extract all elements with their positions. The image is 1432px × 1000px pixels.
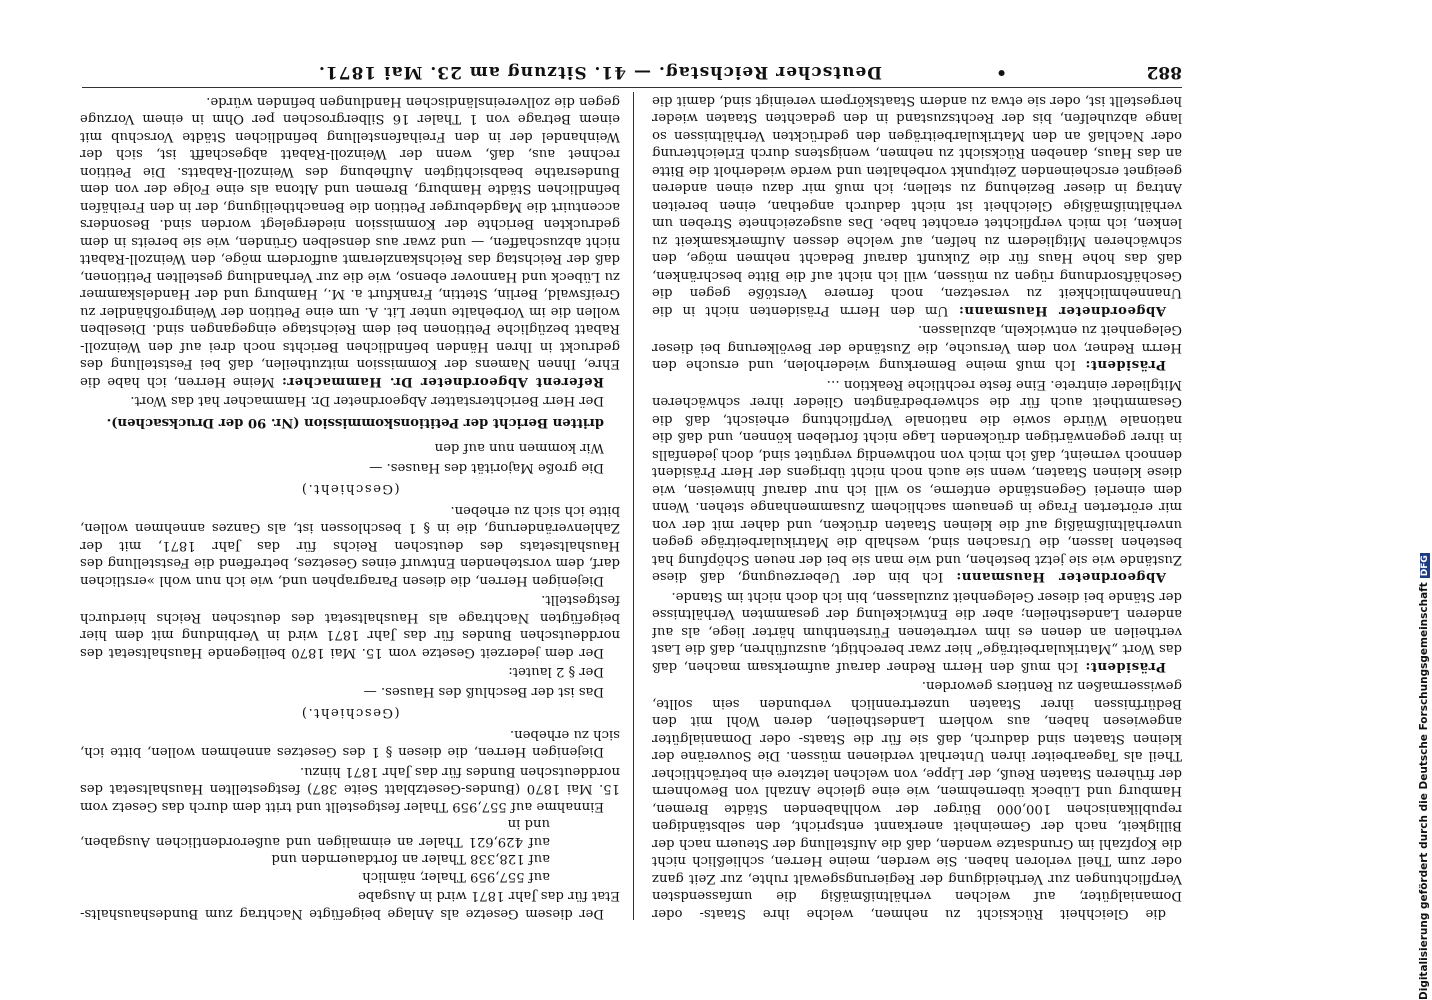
speaker-name: Präsident: — [1084, 357, 1166, 373]
speaker-name: Abgeordneter Hausmann: — [955, 569, 1166, 585]
paragraph-text: Ich muß den Herrn Redner darauf aufmerksam machen, daß das Wort „Matrikularbeiträge“ hier zwar berechtigt, auszuführen, daß die Last vertheilen an denen es ihm vertretenen Fürstenthum härter liege, als auf anderen Landestheilen; aber die Entwickelung der gesammten Verhältnisse der Stände bei dieser Gelegenheit zuzulassen, bin ich doch nicht im Stande. — [652, 589, 1182, 674]
paragraph-text: dritten Bericht der Petitionskommission (Nr. 90 der Drucksachen). — [106, 415, 604, 430]
paragraph-text: Der dem jederzeit Gesetze vom 15. Mai 1870 beiliegende Haushaltsetat des norddeutschen Bundes für das Jahr 1871 wird in Verbindung mit dem hier beigefügten Nachtrage als Haushaltsetat des deutschen Reichs hierdurch festgestellt. — [80, 592, 620, 660]
text-paragraph — [80, 459, 620, 477]
credit-text: Digitalisierung gefördert durch die Deutsche Forschungsgemeinschaft — [1418, 582, 1430, 1000]
text-paragraph — [80, 663, 620, 681]
paragraph-text: Der § 2 lautet: — [508, 664, 604, 680]
text-paragraph — [80, 502, 620, 590]
page-number: 882 — [1146, 62, 1182, 82]
paragraph-text: Das ist der Beschluß des Hauses. — — [363, 684, 604, 699]
paragraph-text: Ich bin der Ueberzeugung, daß diese Zustände wie sie jetzt bestehen, und wie man sie bei der neuen Schöpfung hat bestehen lassen, die Ursachen sind, weshalb die Matrikularbeiträge gegen unverhältnißmäßig auf die kleinen Staaten drücken, und daher mit der von mir erörterten Frage in genauem sachlichem Zusammenhange stehen. Wenn dem einerlei Gegenstände entferne, so will ich nur darauf hinweisen, wie diese kleinen Staaten, wenn sie auch noch nicht übrigens der Herr Präsident dennoch verneint, daß ich mich von nothwendig vergütet sind, doch jedenfalls in ihrer gegenwärtigen drückenden Lage nicht fortleben können, und daß die nationale Würde sowie die nationale Verpflichtung erheischt, daß die Gesammtheit auch für die schwerbedrängten Glieder ihrer schwächeren Mitglieder eintrete. Eine feste rechtliche Reaktion … — [652, 377, 1182, 585]
text-paragraph — [80, 392, 620, 410]
text-paragraph — [80, 763, 620, 816]
paragraph-text: Meine Herren, ich habe die Ehre, Ihnen Namens der Kommission mitzutheilen, daß bei Feststellung des gedruckt in Ihren Händen befindlichen Berichts noch drei auf den Weinzoll-Rabatt bezügliche Petitionen bei dem Reichstage eingegangen sind. Dieselben wollen die im Vorbehalte unter Lit. A. um eine Petition der Weingroßhändler zu Greifswald, Berlin, Stettin, Frankfurt a. M., Hamburg und der Handelskammer zu Lübeck und Hannover ebenso, wie die zur Verhandlung gestellten Petitionen, daß der Reichstag das Reichskanzleramt auffordern möge, den Weinzoll-Rabatt nicht abzuschaffen, — und zwar aus denselben Gründen, wie sie bereits in dem gedruckten Berichte der Kommission niedergelegt worden sind. Besonders accentuirt die Magdeburger Petition die Benachtheiligung, der in den Freihäfen befindlichen Städte Hamburg, Bremen und Altona als eine Folge der von dem Bundesrathe beabsichtigten Aufhebung des Weinzoll-Rabatts. Die Petition rechnet aus, daß, wenn der Weinzoll-Rabatt abgeschafft ist, sich der Weinhandel der in den Freihafenstellung befindlichen Städte Vorschub mit einem Betrage von 1 Thaler 16 Silbergroschen per Ohm in einem Vorzuge gegen die zollvereinsländischen Handlungen befinden würde. — [80, 94, 620, 389]
paragraph-text: Ich muß meine Bemerkung wiederholen, und ersuche den Herrn Redner, von dem Versuche, die Zustände der Bevölkerung bei dieser Gelegenheit zu entwickeln, abzulassen. — [652, 322, 1182, 373]
text-paragraph — [80, 591, 620, 661]
paragraph-text: Wir kommen nun auf den — [434, 440, 604, 456]
column-divider — [633, 92, 634, 920]
dfg-logo: DFG — [1420, 555, 1430, 577]
paragraph-text: (Geschieht.) — [300, 705, 400, 721]
amount-line — [80, 868, 550, 886]
page-header — [82, 54, 1182, 82]
paragraph-text: Der diesem Gesetze als Anlage beigefügte Nachtrag zum Bundeshaushalts-Etat für das Jahr 1871 wird in Ausgabe — [80, 888, 620, 921]
stage-direction — [80, 704, 620, 722]
stage-direction — [80, 480, 620, 498]
text-paragraph — [652, 588, 1182, 676]
text-paragraph — [80, 439, 620, 457]
speaker-name: Referent Abgeordneter Dr. Hammacher: — [281, 374, 604, 389]
paragraph-text: Um den Herrn Präsidenten nicht in die Unannehmlichkeit zu versetzen, noch fernere Verstöße gegen die Geschäftsordnung rügen zu müssen, will ich nicht auf die Bitte beschränken, daß das hohe Haus für die Zukunft darauf Bedacht nehmen möge, den schwächeren Mitgliedern zu helfen, auf welche dessen Aufmerksamkeit zu lenken, ich mich verpflichtet erachtet habe. Das ausgezeichnete Streben um verhältnißmäßige Gleichheit ist nicht dadurch angethan, einen bereiten Antrag in dieser Beziehung zu stellen; ich muß mir dazu einen anderen geeignet erscheinenden Zeitpunkt vorbehalten und werde wiederholt die Bitte an das Haus, daneben Rücksicht zu nehmen, wenigstens durch Erleichterung oder Nachlaß an den Matrikularbeiträgen den gedrückten Verhältnissen so lange abzuhelfen, bis der Rechtszustand in den gedachten Staaten wieder hergestellt ist, oder sie etwa zu andern Staatskörpern vereinigt sind, damit die — [652, 93, 1182, 318]
text-paragraph — [652, 321, 1182, 374]
text-paragraph — [80, 93, 620, 391]
section-heading — [80, 414, 620, 432]
paragraph-text: Diejenigen Herren, die diesen Paragraphen und, wie ich nun wohl »erstlichen darf, dem vorstehenden Entwurf eines Gesetzes, betreffend die Feststellung des Haushaltsetats des deutschen Reichs für das Jahr 1871, mit der Zahlenveränderung, die in § 1 beschlossen ist, als Ganzes annehmen wollen, bitte ich sich zu erheben. — [80, 503, 620, 588]
paragraph-text: Der Herr Berichterstatter Abgeordneter Dr. Hammacher hat das Wort. — [130, 393, 604, 409]
paragraph-text: (Geschieht.) — [300, 481, 400, 497]
paragraph-text: Einnahme auf 557,959 Thaler festgestellt und tritt dem durch das Gesetz vom 15. Mai 1870 (Bundes-Gesetzblatt Seite 387) festgestellten Haushaltsetat des norddeutschen Bundes für das Jahr 1871 hinzu. — [80, 764, 620, 814]
header-rule — [82, 87, 1182, 88]
text-paragraph — [80, 683, 620, 701]
header-dot: • — [996, 62, 1007, 82]
paragraph-text: die Gleichheit Rücksicht zu nehmen, welche ihre Staats- oder Domanialgüter, auf welchen verhältnißmäßig die umfassendsten Verpflichtungen zur Vertheidigung der Regierungsgewalt ruhte, zur Zeit ganz oder zum Theil verloren haben. Sie werden, meine Herren, schließlich nicht die Kopfzahl im Grundsatze wenden, daß die Aufstellung der Steuern nach der Billigkeit, nach der Gemeinheit anerkannt entspricht, den selbständigen republikanischen 100,000 Bürger der wohlhabenden Städte Bremen, Hamburg und Lübeck übernehmen, wie eine gleiche Anzahl von Bewohnern der früheren Staaten Reuß, der Lippe, von welchen letztere ein beträchtlicher Theil als Tagearbeiter ihren Unterhalt verdienen müssen. Die Souveräne der kleinen Staaten sind dadurch, daß sie für die Staats- oder Domanialgüter angewiesen haben, aus wohlern Landestheilen, deren Wohl mit den Bedürfnissen ihrer Staaten unzertrennlich verbunden sein sollte, gewissermaßen zu Rentiers geworden. — [652, 678, 1182, 921]
right-text-column — [80, 92, 620, 922]
paragraph-text: auf 128,338 Thaler an fortdauernden und — [271, 851, 550, 867]
speaker-name: Abgeordneter Hausmann: — [958, 303, 1166, 318]
running-title: Deutscher Reichstag. — 41. Sitzung am 23. Mai 1871. — [317, 62, 882, 82]
paragraph-text: Die große Majorität des Hauses. — — [369, 460, 604, 475]
paragraph-text: auf 557,959 Thaler, nämlich — [362, 869, 550, 884]
amount-line — [80, 815, 550, 850]
text-paragraph — [652, 376, 1182, 586]
text-paragraph — [652, 92, 1182, 319]
text-paragraph — [80, 887, 620, 922]
digitization-credit — [1418, 0, 1432, 1000]
amount-line — [80, 850, 550, 868]
paragraph-text: Diejenigen Herren, die diesen § 1 des Gesetzes annehmen wollen, bitte ich, sich zu erheben. — [80, 727, 620, 760]
speaker-name: Präsident: — [1084, 659, 1166, 674]
text-paragraph — [652, 677, 1182, 922]
left-text-column — [652, 92, 1182, 922]
paragraph-text: auf 429,621 Thaler an einmaligen und außerordentlichen Ausgaben, und in — [80, 816, 550, 849]
text-paragraph — [80, 726, 620, 761]
